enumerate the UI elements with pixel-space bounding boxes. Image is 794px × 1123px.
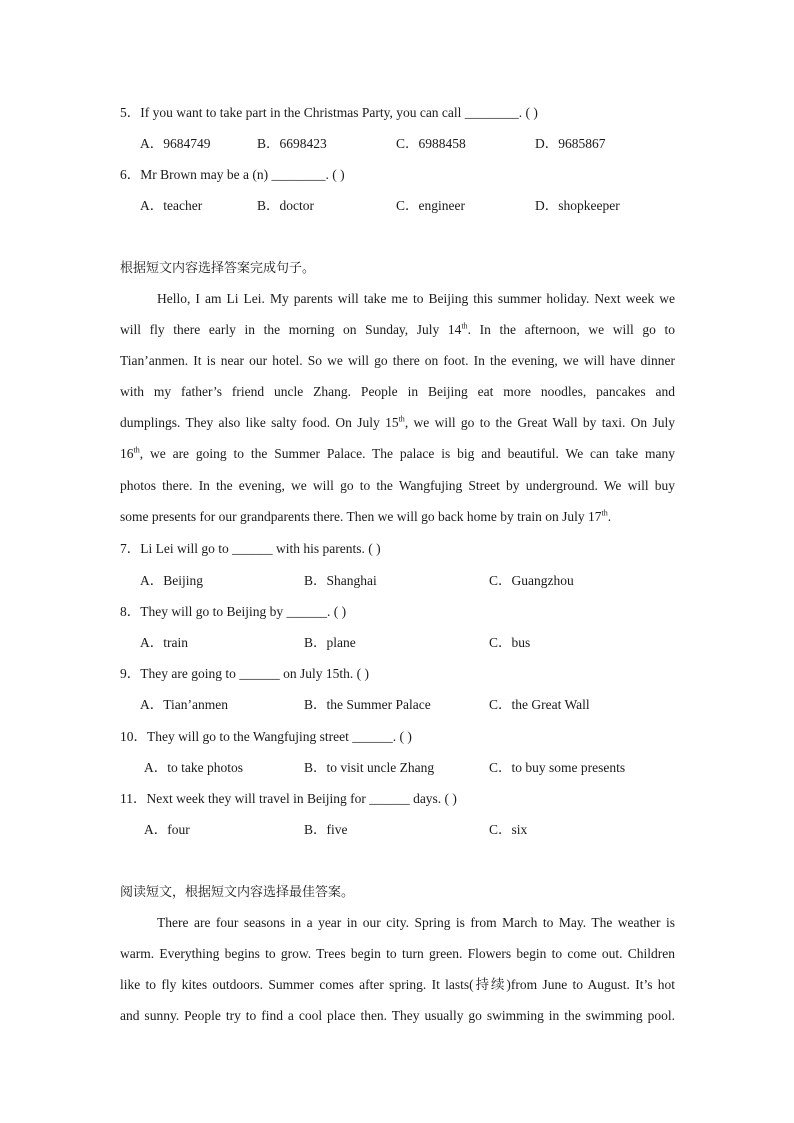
q8-option-c: C．bus [489,635,531,650]
passage-line: with my father’s friend uncle Zhang. People in Beijing eat more noodles, pancakes and [120,384,675,400]
q9-option-b: B．the Summer Palace [304,697,431,712]
q5-option-d: D．9685867 [535,136,606,151]
q8-option-a: A．train [140,635,188,650]
question-11: 11．Next week they will travel in Beijing for ______ days. ( ) [120,791,457,806]
q5-option-a: A．9684749 [140,136,211,151]
passage-line: like to fly kites outdoors. Summer comes after spring. It lasts(持续)from June to August. It’s hot [120,977,675,993]
q7-option-a: A．Beijing [140,573,203,588]
q10-option-a: A．to take photos [144,760,243,775]
q6-option-b: B．doctor [257,198,314,213]
q7-option-c: C．Guangzhou [489,573,574,588]
passage-line: Tian’anmen. It is near our hotel. So we will go there on foot. In the evening, we will have dinner [120,353,675,369]
passage-beijing-trip [120,283,675,532]
q11-option-c: C．six [489,822,528,837]
q5-option-b: B．6698423 [257,136,327,151]
question-10: 10．They will go to the Wangfujing street ______. ( ) [120,729,412,744]
q6-option-c: C．engineer [396,198,465,213]
passage-seasons [120,907,675,1031]
passage-line: 16th, we are going to the Summer Palace. The palace is big and beautiful. We can take many [120,445,675,462]
q10-option-c: C．to buy some presents [489,760,626,775]
q6-option-a: A．teacher [140,198,203,213]
q11-option-a: A．four [144,822,190,837]
q11-option-b: B．five [304,822,348,837]
passage-line: dumplings. They also like salty food. On July 15th, we will go to the Great Wall by taxi. On July [120,414,675,431]
question-5: 5．If you want to take part in the Christmas Party, you can call ________. ( ) [120,105,538,120]
question-6: 6．Mr Brown may be a (n) ________. ( ) [120,167,345,182]
passage-line: some presents for our grandparents there. Then we will go back home by train on July 17th. [120,508,612,524]
passage-line: photos there. In the evening, we will go to the Wangfujing Street by underground. We will buy [120,477,675,493]
q9-option-c: C．the Great Wall [489,697,590,712]
section-heading-2: 根据短文内容选择答案完成句子。 [120,261,316,276]
passage-line: will fly there early in the morning on Sunday, July 14th. In the afternoon, we will go to [120,321,675,338]
section-heading-3: 阅读短文，根据短文内容选择最佳答案。 [120,885,355,900]
passage-line: warm. Everything begins to grow. Trees begin to turn green. Flowers begin to come out. Children [120,946,675,962]
q8-option-b: B．plane [304,635,356,650]
q10-option-b: B．to visit uncle Zhang [304,760,435,775]
question-7: 7．Li Lei will go to ______ with his parents. ( ) [120,541,381,556]
passage-line: There are four seasons in a year in our city. Spring is from March to May. The weather is [157,915,675,930]
passage-line: and sunny. People try to find a cool place then. They usually go swimming in the swimming pool. [120,1008,675,1024]
question-8: 8．They will go to Beijing by ______. ( ) [120,604,347,619]
q7-option-b: B．Shanghai [304,573,377,588]
q5-option-c: C．6988458 [396,136,466,151]
q9-option-a: A．Tian’anmen [140,697,228,712]
q6-option-d: D．shopkeeper [535,198,620,213]
passage-line: Hello, I am Li Lei. My parents will take me to Beijing this summer holiday. Next week we [157,291,675,306]
question-9: 9．They are going to ______ on July 15th. ( ) [120,666,369,681]
